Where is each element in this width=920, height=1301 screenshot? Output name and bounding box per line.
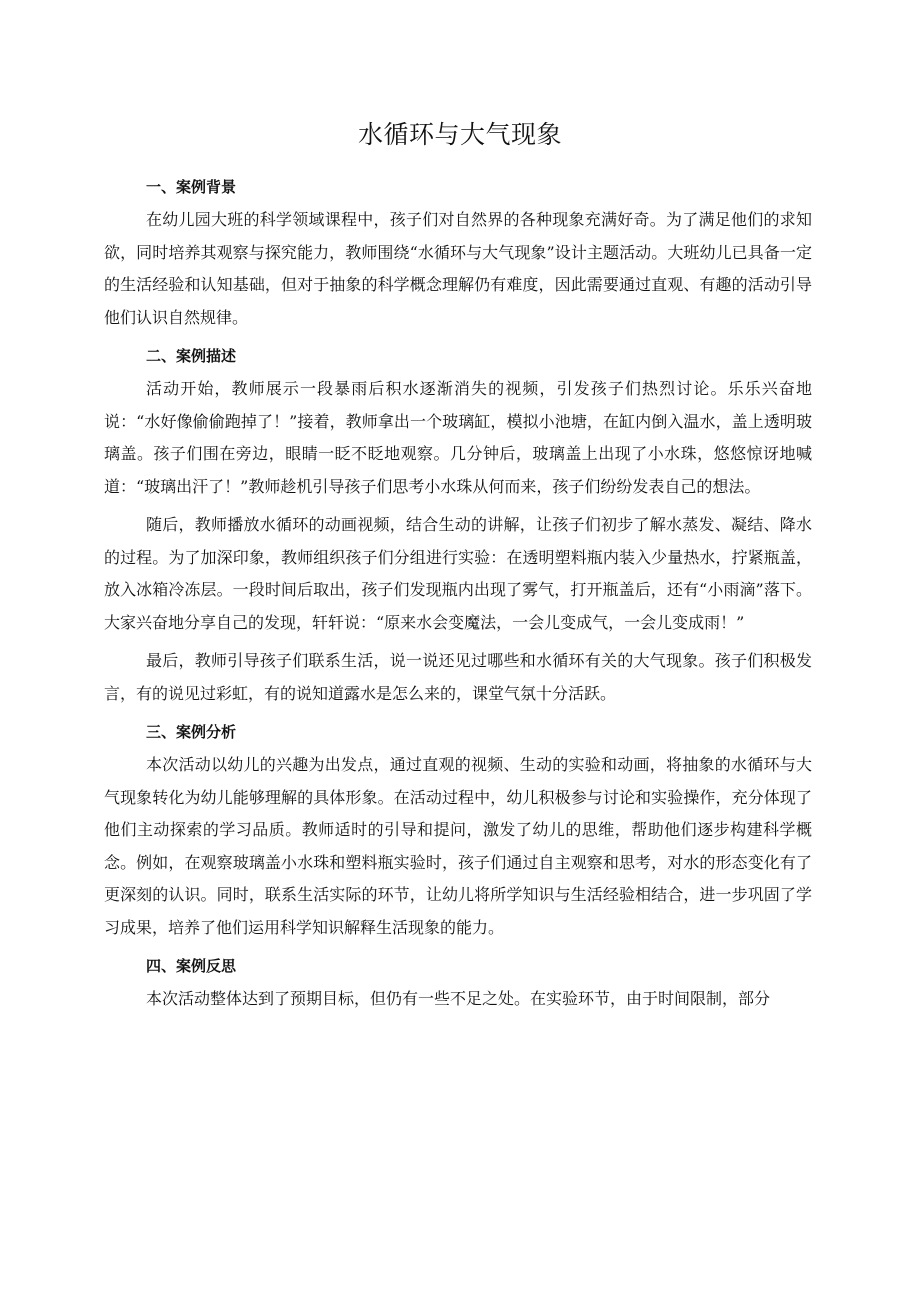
paragraph: 活动开始，教师展示一段暴雨后积水逐渐消失的视频，引发孩子们热烈讨论。乐乐兴奋地说：“水好像偷偷跑掉了！”接着，教师拿出一个玻璃缸，模拟小池塘，在缸内倒入温水，盖上透明玻璃盖。孩子们围在旁边，眼睛一眨不眨地观察。几分钟后，玻璃盖上出现了小水珠，悠悠惊讶地喊道：“玻璃出汗了！”教师趁机引导孩子们思考小水珠从何而来，孩子们纷纷发表自己的想法。 — [104, 379, 812, 496]
paragraph: 随后，教师播放水循环的动画视频，结合生动的讲解，让孩子们初步了解水蒸发、凝结、降水的过程。为了加深印象，教师组织孩子们分组进行实验：在透明塑料瓶内装入少量热水，拧紧瓶盖，放入冰箱冷冻层。一段时间后取出，孩子们发现瓶内出现了雾气，打开瓶盖后，还有“小雨滴”落下。大家兴奋地分享自己的发现，轩轩说：“原来水会变魔法，一会儿变成气，一会儿变成雨！” — [104, 515, 812, 632]
paragraph: 最后，教师引导孩子们联系生活，说一说还见过哪些和水循环有关的大气现象。孩子们积极发言，有的说见过彩虹，有的说知道露水是怎么来的，课堂气氛十分活跃。 — [104, 651, 812, 703]
section-heading: 二、案例描述 — [146, 347, 237, 365]
section-description — [104, 340, 812, 710]
section-analysis — [104, 716, 812, 944]
section-heading: 三、案例分析 — [146, 723, 237, 741]
section-heading: 四、案例反思 — [146, 957, 237, 975]
paragraph: 本次活动整体达到了预期目标，但仍有一些不足之处。在实验环节，由于时间限制，部分 — [146, 989, 771, 1008]
paragraph: 本次活动以幼儿的兴趣为出发点，通过直观的视频、生动的实验和动画，将抽象的水循环与大气现象转化为幼儿能够理解的具体形象。在活动过程中，幼儿积极参与讨论和实验操作，充分体现了他们主动探索的学习品质。教师适时的引导和提问，激发了幼儿的思维，帮助他们逐步构建科学概念。例如，在观察玻璃盖小水珠和塑料瓶实验时，孩子们通过自主观察和思考，对水的形态变化有了更深刻的认识。同时，联系生活实际的环节，让幼儿将所学知识与生活经验相结合，进一步巩固了学习成果，培养了他们运用科学知识解释生活现象的能力。 — [104, 755, 812, 937]
document-title: 水循环与大气现象 — [357, 120, 562, 149]
document-body — [104, 171, 812, 1016]
section-background — [104, 171, 812, 334]
paragraph: 在幼儿园大班的科学领域课程中，孩子们对自然界的各种现象充满好奇。为了满足他们的求知欲，同时培养其观察与探究能力，教师围绕“水循环与大气现象”设计主题活动。大班幼儿已具备一定的生活经验和认知基础，但对于抽象的科学概念理解仍有难度，因此需要通过直观、有趣的活动引导他们认识自然规律。 — [104, 210, 812, 327]
section-heading: 一、案例背景 — [146, 178, 237, 196]
section-reflection — [104, 950, 812, 1016]
